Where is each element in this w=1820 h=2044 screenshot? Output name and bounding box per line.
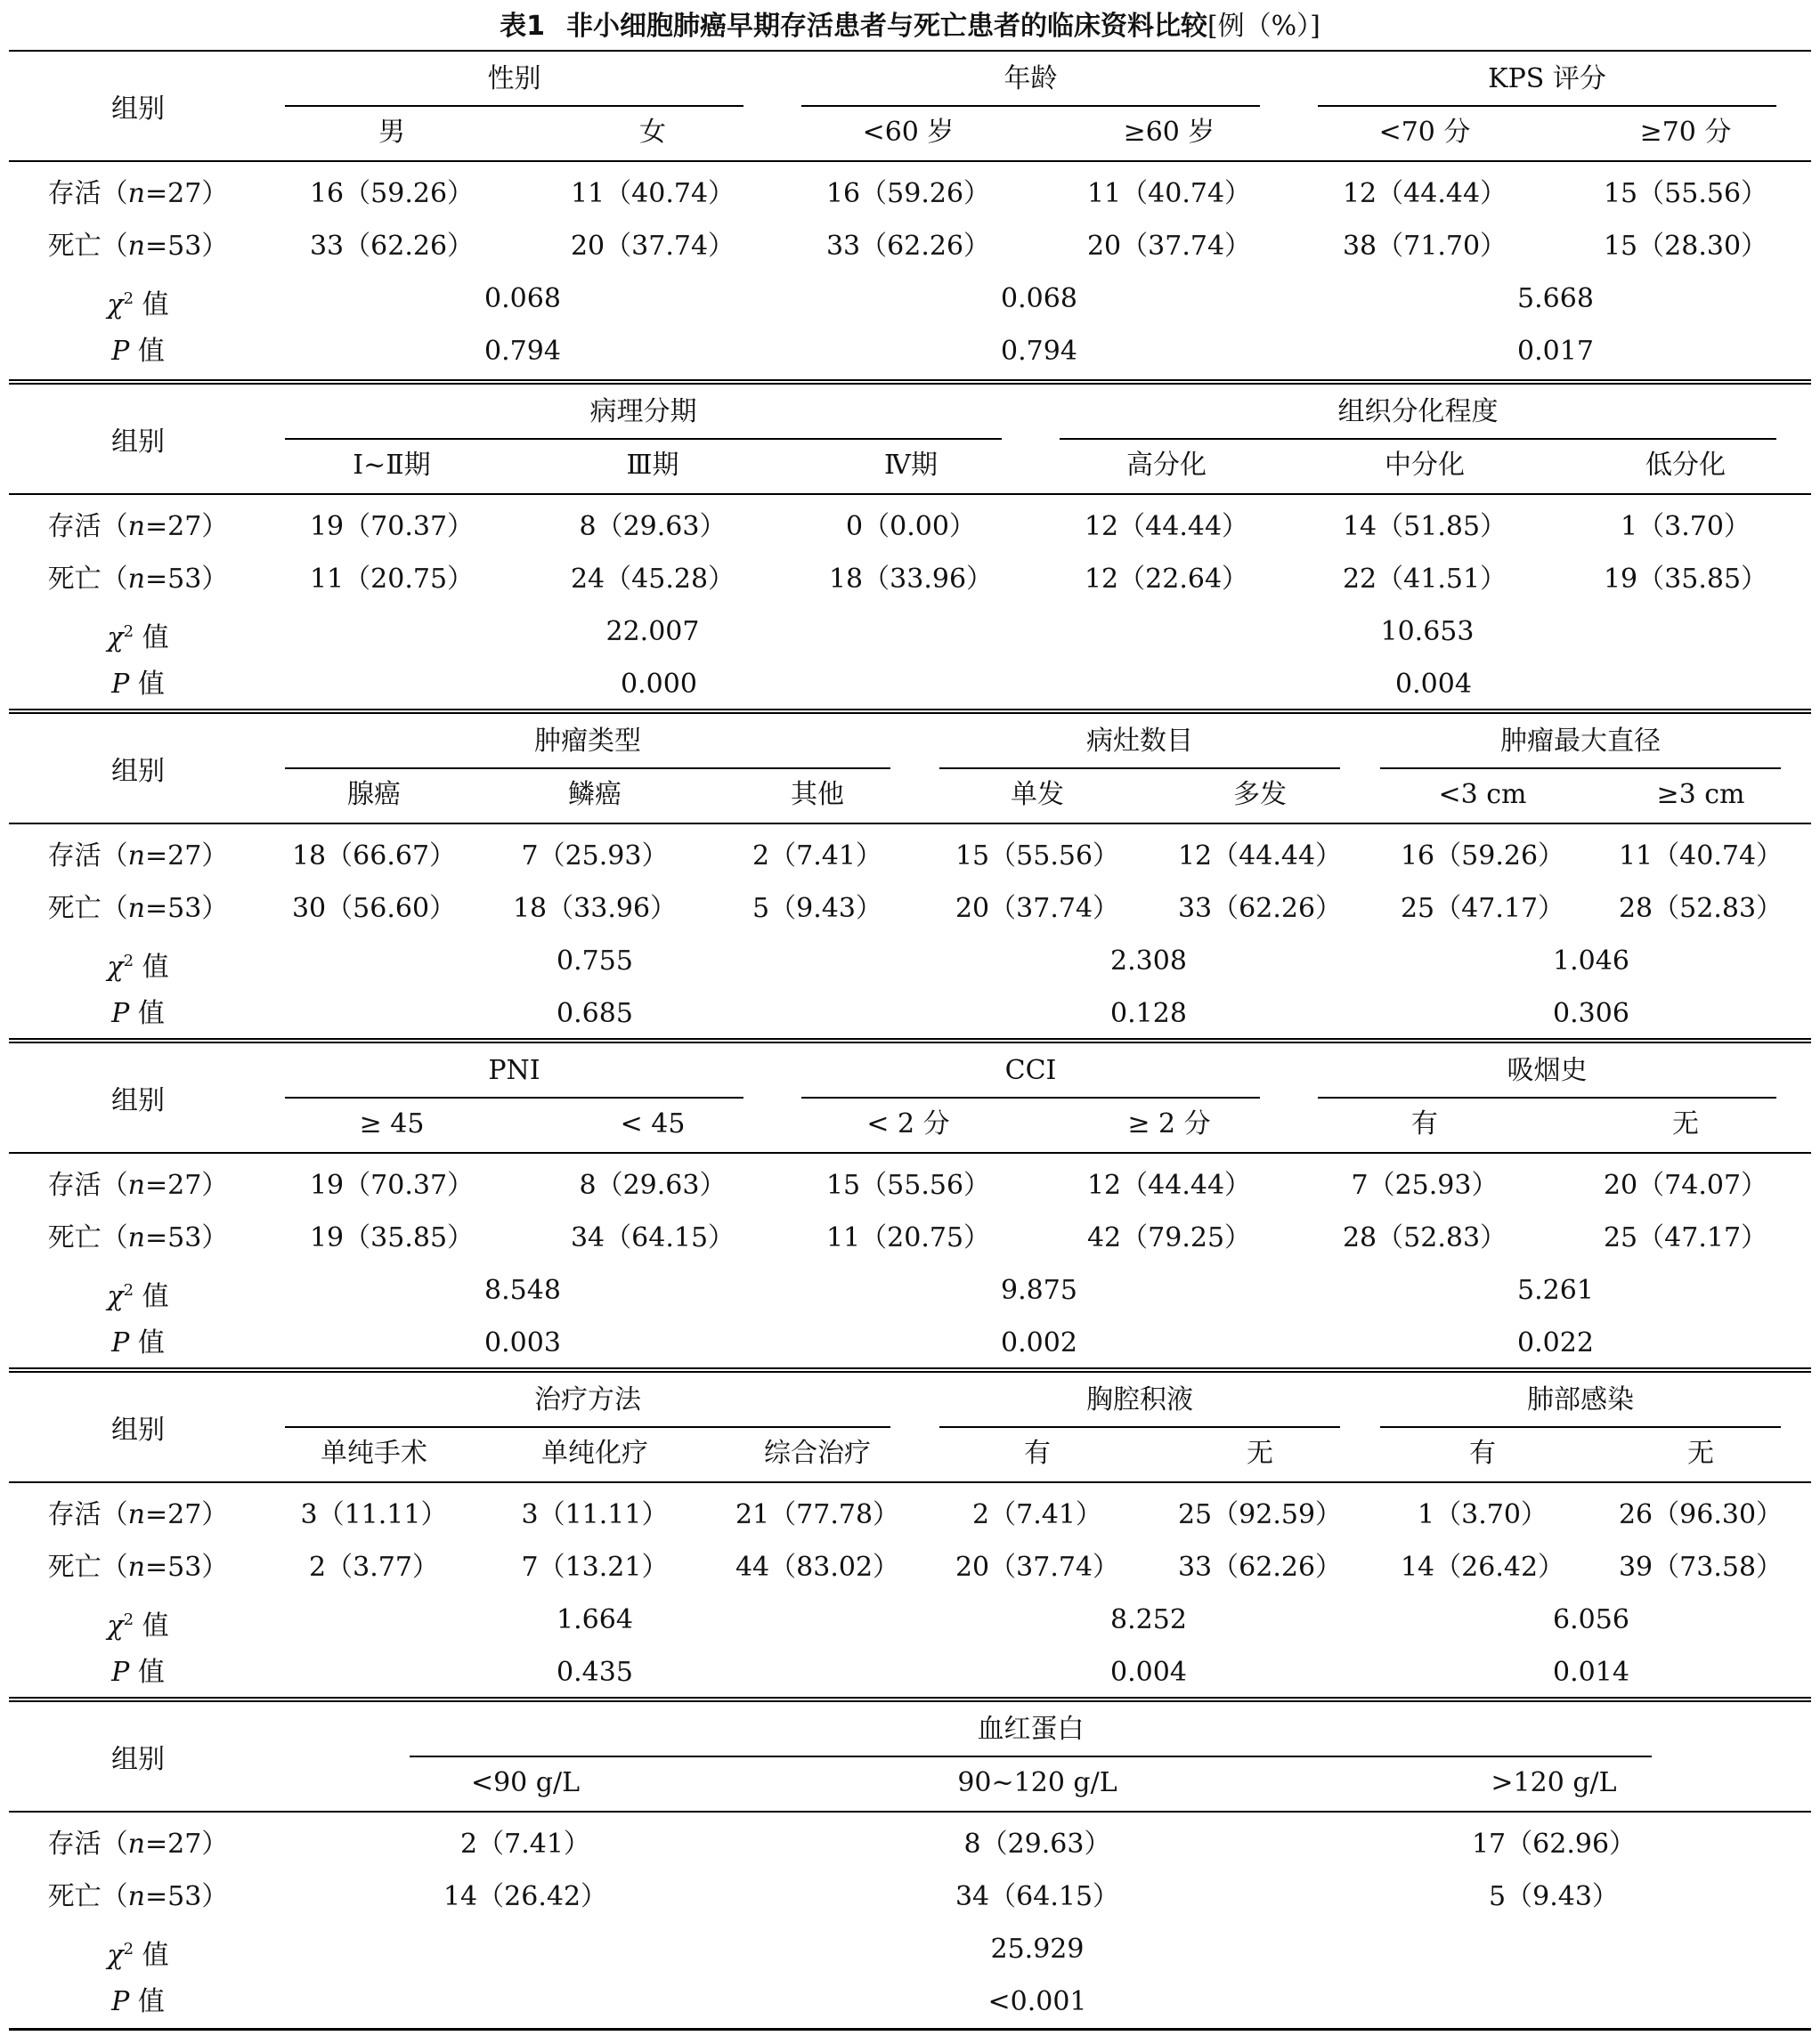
category-rule	[285, 1097, 743, 1099]
table-cell: 20（37.74）	[955, 1552, 1120, 1583]
chi-square-value: 0.068	[484, 283, 561, 314]
row-label: 死亡（n=53）	[47, 1881, 229, 1912]
block-header	[9, 1043, 1811, 1154]
table-cell: 2（7.41）	[460, 1829, 590, 1860]
row-survived	[9, 830, 1811, 882]
table-cell: 33（62.26）	[825, 231, 991, 262]
row-chi-square	[9, 605, 1811, 658]
table-cell: 33（62.26）	[309, 231, 475, 262]
block-header	[9, 1373, 1811, 1483]
category-header: 病理分期	[589, 396, 697, 427]
chi-square-value: 1.046	[1553, 945, 1629, 977]
p-value: 0.003	[484, 1327, 561, 1359]
table-cell: 8（29.63）	[579, 511, 727, 542]
chi-square-value: 0.755	[557, 945, 633, 977]
row-label: 存活（n=27）	[47, 840, 229, 872]
category-rule	[939, 1426, 1340, 1428]
table-cell: 14（51.85）	[1342, 511, 1507, 542]
subcategory-header: ≥60 岁	[1123, 117, 1215, 148]
category-rule	[801, 105, 1260, 107]
category-rule	[1318, 105, 1776, 107]
subcategory-header: ≥3 cm	[1656, 779, 1745, 810]
table-cell: 20（74.07）	[1603, 1170, 1768, 1201]
table-cell: 20（37.74）	[570, 231, 735, 262]
table-cell: 5（9.43）	[1489, 1881, 1619, 1912]
table-cell: 5（9.43）	[752, 893, 882, 924]
subcategory-header: 多发	[1233, 779, 1287, 810]
category-header: KPS 评分	[1488, 63, 1606, 94]
table-title	[0, 7, 1820, 46]
p-value: 0.128	[1110, 998, 1187, 1029]
row-label: P 值	[111, 1986, 165, 2017]
table-cell: 1（3.70）	[1418, 1499, 1548, 1530]
table-cell: 12（44.44）	[1342, 178, 1507, 209]
table-cell: 42（79.25）	[1086, 1222, 1252, 1253]
category-rule	[801, 1097, 1260, 1099]
table-cell: 11（40.74）	[1618, 840, 1783, 872]
table-cell: 25（47.17）	[1400, 893, 1565, 924]
subcategory-header: 高分化	[1126, 450, 1207, 481]
table-cell: 22（41.51）	[1342, 564, 1507, 595]
table-cell: 33（62.26）	[1177, 1552, 1343, 1583]
table-number: 表1	[500, 11, 545, 42]
table-cell: 12（44.44）	[1177, 840, 1343, 872]
subcategory-header: 中分化	[1385, 450, 1465, 481]
category-header: 组织分化程度	[1337, 396, 1499, 427]
table-cell: 15（55.56）	[825, 1170, 991, 1201]
table-cell: 1（3.70）	[1621, 511, 1751, 542]
table-cell: 16（59.26）	[309, 178, 475, 209]
category-rule	[1380, 767, 1781, 769]
table-cell: 2（3.77）	[309, 1552, 439, 1583]
row-label: 存活（n=27）	[47, 1829, 229, 1860]
category-header: 胸腔积液	[1086, 1384, 1193, 1415]
subcategory-header: <60 岁	[862, 117, 955, 148]
row-p-value	[9, 658, 1811, 710]
table-block	[9, 1697, 1811, 2031]
category-header: 肿瘤类型	[534, 726, 641, 757]
table-cell: 15（55.56）	[955, 840, 1120, 872]
row-died	[9, 1541, 1811, 1594]
category-header: 血红蛋白	[977, 1714, 1085, 1745]
subcategory-header: ≥ 45	[359, 1108, 425, 1140]
p-value: 0.002	[1001, 1327, 1077, 1359]
block-header	[9, 385, 1811, 495]
subcategory-header: <70 分	[1378, 117, 1471, 148]
chi-square-value: 8.252	[1110, 1604, 1187, 1635]
chi-square-value: 6.056	[1553, 1604, 1629, 1635]
table-cell: 20（37.74）	[1086, 231, 1252, 262]
row-survived	[9, 1488, 1811, 1541]
group-column-header: 组别	[111, 1744, 165, 1775]
table-cell: 12（22.64）	[1084, 564, 1249, 595]
subcategory-header: 有	[1024, 1438, 1051, 1469]
group-column-header: 组别	[111, 1415, 165, 1446]
row-chi-square	[9, 272, 1811, 325]
subcategory-header: 男	[378, 117, 405, 148]
table-cell: 18（33.96）	[512, 893, 678, 924]
row-chi-square	[9, 1594, 1811, 1646]
row-died	[9, 553, 1811, 605]
row-label: $\chi^2$ 值	[107, 1940, 169, 1971]
p-value: <0.001	[987, 1986, 1087, 2017]
chi-square-value: 2.308	[1110, 945, 1187, 977]
table-cell: 33（62.26）	[1177, 893, 1343, 924]
table-cell: 28（52.83）	[1618, 893, 1783, 924]
table-block	[9, 379, 1811, 710]
table-cell: 19（35.85）	[1603, 564, 1768, 595]
row-survived	[9, 1159, 1811, 1212]
table-cell: 24（45.28）	[570, 564, 735, 595]
subcategory-header: 有	[1411, 1108, 1438, 1140]
row-died	[9, 1870, 1811, 1923]
group-column-header: 组别	[111, 426, 165, 458]
row-label: $\chi^2$ 值	[107, 1610, 169, 1642]
p-value: 0.000	[621, 669, 697, 700]
p-value: 0.794	[484, 336, 561, 367]
category-header: 肿瘤最大直径	[1500, 726, 1661, 757]
table-cell: 12（44.44）	[1086, 1170, 1252, 1201]
row-chi-square	[9, 1923, 1811, 1975]
p-value: 0.004	[1395, 669, 1472, 700]
row-label: 死亡（n=53）	[47, 1222, 229, 1253]
row-label: P 值	[111, 998, 165, 1029]
row-died	[9, 1212, 1811, 1264]
table-cell: 21（77.78）	[735, 1499, 900, 1530]
subcategory-header: ≥ 2 分	[1127, 1108, 1211, 1140]
table-cell: 15（28.30）	[1603, 231, 1768, 262]
table-cell: 38（71.70）	[1342, 231, 1507, 262]
subcategory-header: 其他	[791, 779, 844, 810]
row-label: $\chi^2$ 值	[107, 952, 169, 983]
table-block	[9, 1367, 1811, 1699]
table-cell: 16（59.26）	[1400, 840, 1565, 872]
category-rule	[410, 1756, 1652, 1757]
table-cell: 39（73.58）	[1618, 1552, 1783, 1583]
table-cell: 11（40.74）	[1086, 178, 1252, 209]
table-cell: 34（64.15）	[955, 1881, 1120, 1912]
subcategory-header: 低分化	[1645, 450, 1726, 481]
row-label: P 值	[111, 669, 165, 700]
row-survived	[9, 500, 1811, 553]
category-rule	[1060, 438, 1776, 440]
chi-square-value: 5.668	[1517, 283, 1594, 314]
table-cell: 2（7.41）	[972, 1499, 1102, 1530]
group-column-header: 组别	[111, 93, 165, 125]
row-label: $\chi^2$ 值	[107, 289, 169, 320]
p-value: 0.794	[1001, 336, 1077, 367]
table-cell: 2（7.41）	[752, 840, 882, 872]
row-p-value	[9, 325, 1811, 377]
row-label: P 值	[111, 1327, 165, 1359]
row-label: 存活（n=27）	[47, 178, 229, 209]
table-cell: 3（11.11）	[521, 1499, 669, 1530]
subcategory-header: 无	[1247, 1438, 1273, 1469]
p-value: 0.004	[1110, 1657, 1187, 1688]
subcategory-header: 鳞癌	[568, 779, 622, 810]
block-header	[9, 52, 1811, 162]
block-header	[9, 1702, 1811, 1813]
table-cell: 11（40.74）	[570, 178, 735, 209]
row-p-value	[9, 987, 1811, 1040]
table-cell: 16（59.26）	[825, 178, 991, 209]
chi-square-value: 0.068	[1001, 283, 1077, 314]
p-value: 0.306	[1553, 998, 1629, 1029]
subcategory-header: 有	[1469, 1438, 1496, 1469]
chi-square-value: 9.875	[1001, 1275, 1077, 1306]
category-rule	[285, 105, 743, 107]
subcategory-header: 单纯手术	[321, 1438, 427, 1469]
subcategory-header: 单发	[1011, 779, 1064, 810]
category-rule	[1380, 1426, 1781, 1428]
table-block	[9, 709, 1811, 1040]
table-cell: 14（26.42）	[443, 1881, 608, 1912]
table-cell: 19（70.37）	[309, 1170, 475, 1201]
table-cell: 3（11.11）	[300, 1499, 448, 1530]
row-label: $\chi^2$ 值	[107, 622, 169, 653]
row-died	[9, 882, 1811, 935]
subcategory-header: < 45	[620, 1108, 686, 1140]
chi-square-value: 8.548	[484, 1275, 561, 1306]
p-value: 0.685	[557, 998, 633, 1029]
table-cell: 7（25.93）	[521, 840, 669, 872]
chi-square-value: 1.664	[557, 1604, 633, 1635]
table-cell: 30（56.60）	[291, 893, 457, 924]
category-header: 病灶数目	[1086, 726, 1193, 757]
table-cell: 8（29.63）	[963, 1829, 1111, 1860]
row-survived	[9, 1818, 1811, 1870]
table-cell: 11（20.75）	[309, 564, 475, 595]
category-header: PNI	[488, 1055, 540, 1086]
table-block	[9, 50, 1811, 377]
subcategory-header: < 2 分	[866, 1108, 950, 1140]
table-unit: [例（%）]	[1207, 11, 1320, 42]
row-label: $\chi^2$ 值	[107, 1281, 169, 1312]
table-cell: 18（33.96）	[828, 564, 994, 595]
table-cell: 34（64.15）	[570, 1222, 735, 1253]
row-label: 存活（n=27）	[47, 511, 229, 542]
category-header: 年龄	[1003, 63, 1058, 94]
row-label: 存活（n=27）	[47, 1170, 229, 1201]
subcategory-header: 腺癌	[347, 779, 401, 810]
subcategory-header: Ⅳ期	[884, 450, 938, 481]
subcategory-header: <90 g/L	[470, 1767, 581, 1798]
subcategory-header: <3 cm	[1438, 779, 1527, 810]
chi-square-value: 10.653	[1380, 616, 1475, 647]
table-caption: 非小细胞肺癌早期存活患者与死亡患者的临床资料比较	[565, 11, 1207, 42]
table-cell: 28（52.83）	[1342, 1222, 1507, 1253]
table-cell: 17（62.96）	[1471, 1829, 1637, 1860]
table-cell: 25（47.17）	[1603, 1222, 1768, 1253]
category-rule	[1318, 1097, 1776, 1099]
table-cell: 19（70.37）	[309, 511, 475, 542]
row-label: P 值	[111, 336, 165, 367]
table-cell: 7（13.21）	[521, 1552, 669, 1583]
row-survived	[9, 167, 1811, 220]
row-label: 死亡（n=53）	[47, 1552, 229, 1583]
group-column-header: 组别	[111, 1085, 165, 1116]
table-cell: 15（55.56）	[1603, 178, 1768, 209]
category-header: 肺部感染	[1527, 1384, 1634, 1415]
subcategory-header: ≥70 分	[1639, 117, 1732, 148]
category-header: 吸烟史	[1507, 1055, 1588, 1086]
chi-square-value: 5.261	[1517, 1275, 1594, 1306]
subcategory-header: >120 g/L	[1491, 1767, 1617, 1798]
subcategory-header: 无	[1672, 1108, 1699, 1140]
table-cell: 7（25.93）	[1351, 1170, 1499, 1201]
category-header: 性别	[487, 63, 541, 94]
table-cell: 18（66.67）	[291, 840, 457, 872]
row-label: 存活（n=27）	[47, 1499, 229, 1530]
block-header	[9, 714, 1811, 824]
group-column-header: 组别	[111, 756, 165, 787]
row-chi-square	[9, 935, 1811, 987]
table-cell: 11（20.75）	[825, 1222, 991, 1253]
table-cell: 8（29.63）	[579, 1170, 727, 1201]
p-value: 0.022	[1517, 1327, 1594, 1359]
category-header: 治疗方法	[534, 1384, 641, 1415]
subcategory-header: Ⅲ期	[626, 450, 679, 481]
row-chi-square	[9, 1264, 1811, 1317]
subcategory-header: Ⅰ~Ⅱ期	[353, 450, 431, 481]
table-cell: 25（92.59）	[1177, 1499, 1343, 1530]
table-block	[9, 1038, 1811, 1369]
subcategory-header: 综合治疗	[764, 1438, 871, 1469]
table-cell: 14（26.42）	[1400, 1552, 1565, 1583]
row-died	[9, 220, 1811, 272]
table-cell: 44（83.02）	[735, 1552, 900, 1583]
table-cell: 0（0.00）	[846, 511, 976, 542]
row-label: 死亡（n=53）	[47, 231, 229, 262]
category-rule	[285, 767, 890, 769]
row-label: P 值	[111, 1657, 165, 1688]
category-rule	[939, 767, 1340, 769]
subcategory-header: 无	[1687, 1438, 1714, 1469]
row-p-value	[9, 1975, 1811, 2028]
p-value: 0.017	[1517, 336, 1594, 367]
subcategory-header: 单纯化疗	[541, 1438, 648, 1469]
table-cell: 20（37.74）	[955, 893, 1120, 924]
table-cell: 26（96.30）	[1618, 1499, 1783, 1530]
row-label: 死亡（n=53）	[47, 564, 229, 595]
category-header: CCI	[1004, 1055, 1057, 1086]
table-cell: 19（35.85）	[309, 1222, 475, 1253]
row-p-value	[9, 1646, 1811, 1699]
chi-square-value: 25.929	[990, 1934, 1085, 1965]
p-value: 0.014	[1553, 1657, 1629, 1688]
category-rule	[285, 438, 1002, 440]
subcategory-header: 90~120 g/L	[957, 1767, 1117, 1798]
row-p-value	[9, 1317, 1811, 1369]
subcategory-header: 女	[639, 117, 666, 148]
table-cell: 12（44.44）	[1084, 511, 1249, 542]
p-value: 0.435	[557, 1657, 633, 1688]
category-rule	[285, 1426, 890, 1428]
chi-square-value: 22.007	[605, 616, 700, 647]
row-label: 死亡（n=53）	[47, 893, 229, 924]
